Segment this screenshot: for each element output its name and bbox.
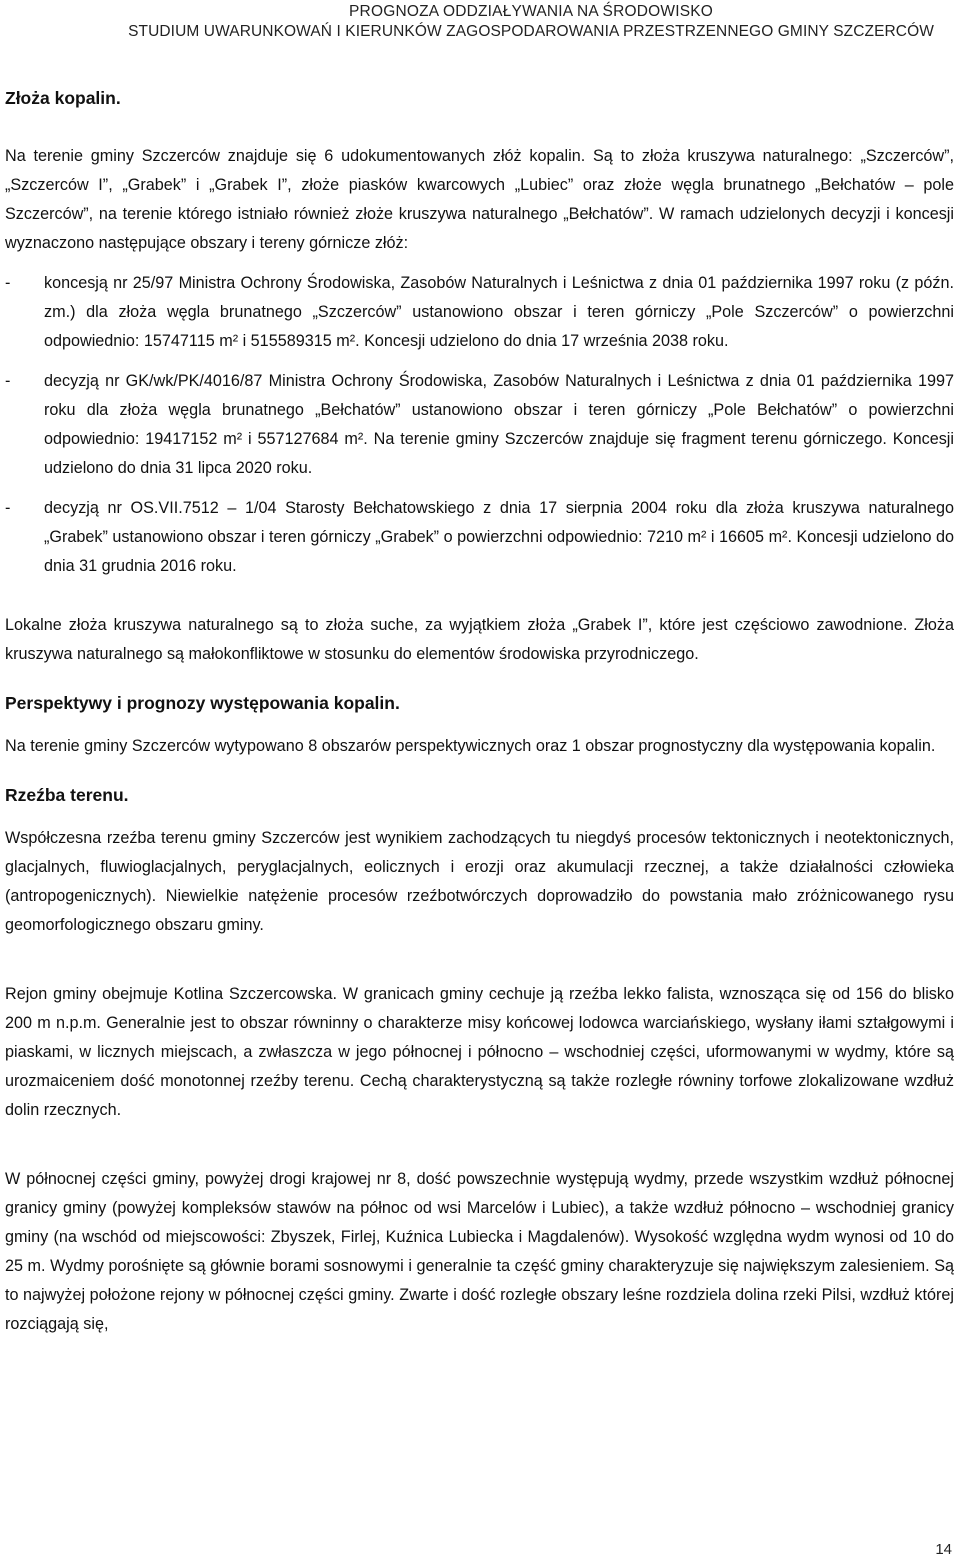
list-item-concession-szczercow (5, 269, 954, 356)
heading-prospects: Perspektywy i prognozy występowania kopalin. (5, 693, 400, 713)
list-item-text: decyzją nr GK/wk/PK/4016/87 Ministra Ochrony Środowiska, Zasobów Naturalnych i Leśnictwa z dnia 01 października 1997 roku dla złoża węgla brunatnego „Bełchatów” ustanowiono obszar i teren górniczy „Pole Bełchatów” o powierzchni odpowiednio: 19417152 m² i 557127684 m². Na terenie gminy Szczerców znajduje się fragment terenu górniczego. Koncesji udzielono do dnia 31 lipca 2020 roku. (44, 372, 954, 477)
document-header (128, 2, 934, 42)
list-dash: - (5, 499, 11, 517)
header-title: PROGNOZA ODDZIAŁYWANIA NA ŚRODOWISKO (349, 3, 714, 20)
heading-deposits: Złoża kopalin. (5, 88, 121, 108)
heading-relief: Rzeźba terenu. (5, 785, 129, 805)
page-number: 14 (935, 1541, 952, 1558)
deposits-outro-paragraph: Lokalne złoża kruszywa naturalnego są to złoża suche, za wyjątkiem złoża „Grabek I”, które jest częściowo zawodnione. Złoża kruszywa naturalnego są małokonfliktowe w stosunku do elementów środowiska przyrodniczego. (5, 616, 954, 663)
list-item-text: decyzją nr OS.VII.7512 – 1/04 Starosty Bełchatowskiego z dnia 17 sierpnia 2004 roku dla złoża kruszywa naturalnego „Grabek” ustanowiono obszar i teren górniczy „Grabek” o powierzchni odpowiednio: 7210 m² i 16605 m². Koncesji udzielono do dnia 31 grudnia 2016 roku. (44, 499, 954, 575)
relief-paragraph-2: Rejon gminy obejmuje Kotlina Szczercowska. W granicach gminy cechuje ją rzeźba lekko falista, wznosząca się od 156 do blisko 200 m n.p.m. Generalnie jest to obszar równinny o charakterze misy końcowej lodowca warciańskiego, wysłany iłami ształgowymi i piaskami, w licznych miejscach, a zwłaszcza w jego północnej i północno – wschodniej części, uformowanymi w wydmy, które są urozmaiceniem dość monotonnej rzeźby terenu. Cechą charakterystyczną są także rozległe równiny torfowe zlokalizowane wzdłuż dolin rzecznych. (5, 985, 954, 1119)
prospects-paragraph: Na terenie gminy Szczerców wytypowano 8 obszarów perspektywicznych oraz 1 obszar prognostyczny dla występowania kopalin. (5, 737, 936, 755)
list-dash: - (5, 372, 11, 390)
list-item-text: koncesją nr 25/97 Ministra Ochrony Środowiska, Zasobów Naturalnych i Leśnictwa z dnia 01 października 1997 roku (z późn. zm.) dla złoża węgla brunatnego „Szczerców” ustanowiono obszar i teren górniczy „Pole Szczerców” o powierzchni odpowiednio: 15747115 m² i 515589315 m². Koncesji udzielono do dnia 17 września 2038 roku. (44, 274, 954, 350)
relief-paragraph-1: Współczesna rzeźba terenu gminy Szczerców jest wynikiem zachodzących tu niegdyś procesów tektonicznych i neotektonicznych, glacjalnych, fluwioglacjalnych, peryglacjalnych, eolicznych i erozji oraz akumulacji rzecznej, a także działalności człowieka (antropogenicznych). Niewielkie natężenie procesów rzeźbotwórczych doprowadziło do powstania mało zróżnicowanego rysu geomorfologicznego obszaru gminy. (5, 829, 954, 934)
deposits-intro-paragraph: Na terenie gminy Szczerców znajduje się 6 udokumentowanych złóż kopalin. Są to złoża kruszywa naturalnego: „Szczerców”, „Szczerców I”, „Grabek” i „Grabek I”, złoże piasków kwarcowych „Lubiec” oraz złoże węgla brunatnego „Bełchatów – pole Szczerców”, na terenie którego istniało również złoże kruszywa naturalnego „Bełchatów”. W ramach udzielonych decyzji i koncesji wyznaczono następujące obszary i tereny górnicze złóż: (5, 147, 954, 252)
document-body (5, 84, 954, 1339)
list-item-decision-grabek (5, 494, 954, 581)
relief-paragraph-3: W północnej części gminy, powyżej drogi krajowej nr 8, dość powszechnie występują wydmy, przede wszystkim wzdłuż północnej granicy gminy (powyżej kompleksów stawów na północ od wsi Marcelów i Lubiec), a także wzdłuż północno – wschodniej granicy gminy (na wschód od miejscowości: Zbyszek, Firlej, Kuźnica Lubiecka i Magdalenów). Wysokość względna wydm wynosi od 10 do 25 m. Wydmy porośnięte są głównie borami sosnowymi i generalnie ta część gminy charakteryzuje się największym zalesieniem. Są to najwyżej położone rejony w północnej części gminy. Zwarte i dość rozległe obszary leśne rozdziela dolina rzeki Pilsi, wzdłuż której rozciągają się, (5, 1170, 954, 1333)
list-item-decision-belchatow (5, 367, 954, 483)
list-dash: - (5, 274, 11, 292)
header-subtitle: STUDIUM UWARUNKOWAŃ I KIERUNKÓW ZAGOSPODAROWANIA PRZESTRZENNEGO GMINY SZCZERCÓW (128, 23, 934, 40)
